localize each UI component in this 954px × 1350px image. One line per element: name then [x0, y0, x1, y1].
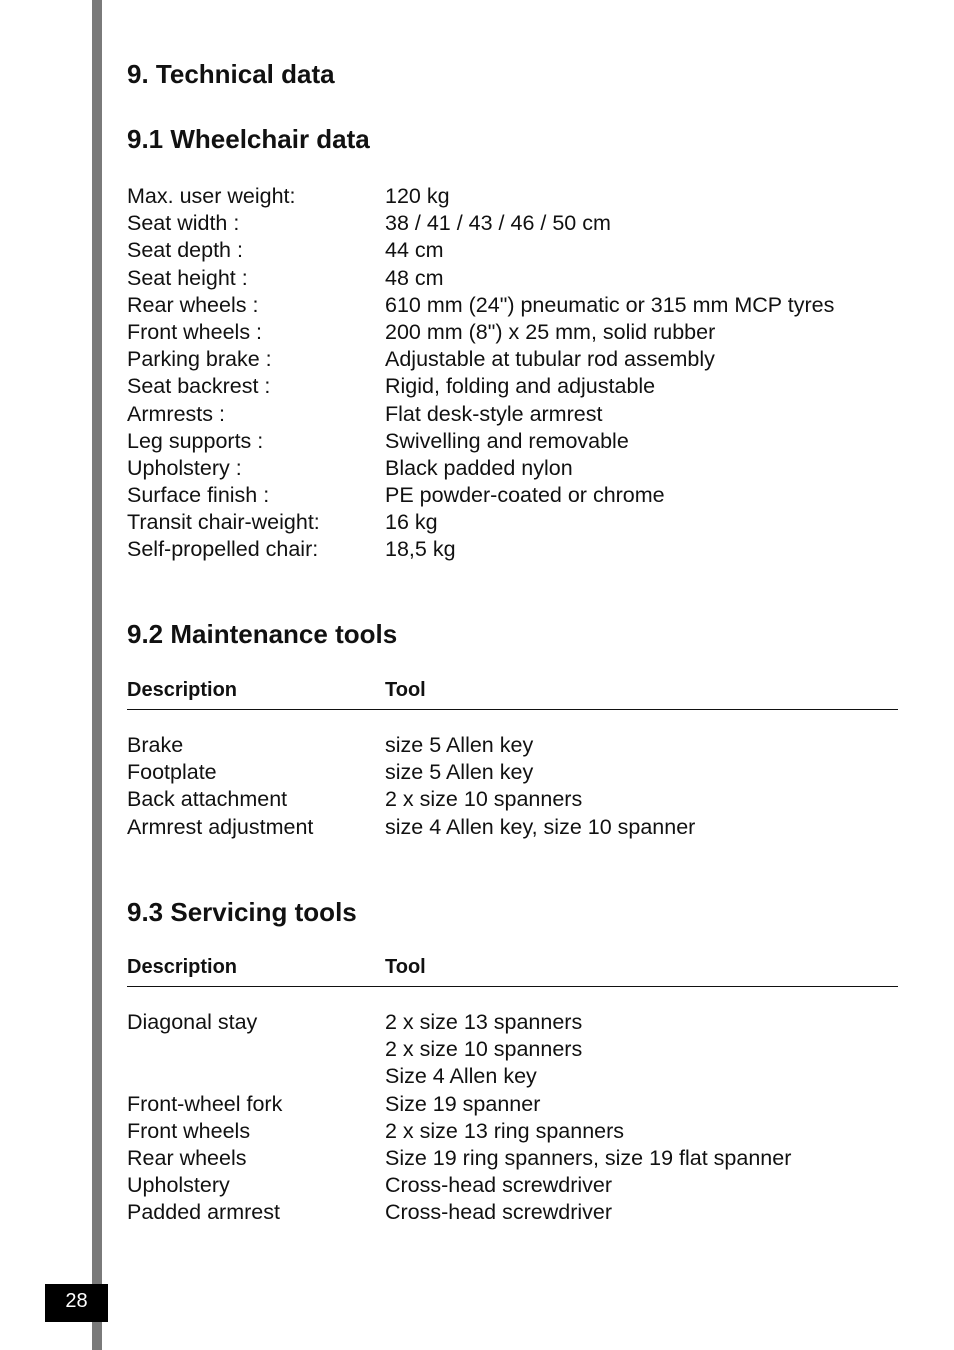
description-cell: Footplate: [127, 760, 217, 785]
spec-label: Front wheels :: [127, 319, 263, 344]
maintenance-table-header: [127, 678, 898, 710]
spec-label: Surface finish :: [127, 483, 270, 508]
spec-value: 16 kg: [385, 510, 438, 535]
spec-row: [127, 265, 898, 292]
page-number: 28: [45, 1284, 108, 1322]
spec-row: [127, 319, 898, 346]
table-row: [127, 759, 898, 786]
spec-label: Armrests :: [127, 401, 225, 426]
spec-row: [127, 346, 898, 373]
description-cell: Back attachment: [127, 787, 288, 812]
maintenance-tools-list: [127, 732, 898, 841]
spec-row: [127, 455, 898, 482]
spec-row: [127, 536, 898, 563]
table-row: [127, 1172, 898, 1199]
spec-label: Seat height :: [127, 265, 248, 290]
description-cell: Brake: [127, 733, 184, 757]
table-row: [127, 1036, 898, 1063]
wheelchair-data-heading: 9.1 Wheelchair data: [127, 124, 370, 154]
spec-label: Seat depth :: [127, 238, 243, 263]
tool-cell: size 5 Allen key: [385, 733, 534, 757]
description-cell: Padded armrest: [127, 1200, 280, 1225]
table-row: [127, 1063, 898, 1090]
spec-row: [127, 183, 898, 210]
description-cell: Front-wheel fork: [127, 1091, 283, 1116]
description-cell: Front wheels: [127, 1118, 251, 1143]
description-cell: Diagonal stay: [127, 1010, 258, 1034]
tool-cell: Size 19 spanner: [385, 1091, 541, 1116]
description-column-header: Description: [127, 679, 238, 701]
spec-label: Seat width :: [127, 211, 240, 236]
tool-cell: size 5 Allen key: [385, 760, 534, 785]
description-cell: Armrest adjustment: [127, 814, 314, 839]
spec-value: Swivelling and removable: [385, 428, 629, 453]
margin-bar: [92, 0, 102, 1350]
spec-label: Parking brake :: [127, 347, 272, 372]
spec-row: [127, 509, 898, 536]
spec-value: 44 cm: [385, 238, 444, 263]
spec-label: Seat backrest :: [127, 374, 271, 399]
spec-value: Adjustable at tubular rod assembly: [385, 347, 715, 372]
servicing-table-header: [127, 955, 898, 987]
spec-row: [127, 373, 898, 400]
section-title: 9. Technical data: [127, 59, 335, 89]
table-row: [127, 1091, 898, 1118]
tool-cell: Cross-head screwdriver: [385, 1200, 613, 1225]
tool-cell: size 4 Allen key, size 10 spanner: [385, 814, 696, 839]
tool-cell: Size 19 ring spanners, size 19 flat spanner: [385, 1145, 792, 1170]
tool-cell: 2 x size 13 spanners: [385, 1010, 583, 1034]
table-row: [127, 786, 898, 813]
spec-row: [127, 428, 898, 455]
spec-label: Max. user weight:: [127, 184, 296, 208]
spec-value: 38 / 41 / 43 / 46 / 50 cm: [385, 211, 611, 236]
spec-value: 200 mm (8") x 25 mm, solid rubber: [385, 319, 716, 344]
tool-column-header: Tool: [385, 956, 426, 978]
tool-cell: 2 x size 10 spanners: [385, 1037, 583, 1062]
table-row: [127, 1145, 898, 1172]
tool-cell: Cross-head screwdriver: [385, 1173, 613, 1198]
spec-value: 120 kg: [385, 184, 450, 208]
spec-row: [127, 237, 898, 264]
wheelchair-data-list: [127, 183, 898, 564]
table-row: [127, 814, 898, 841]
spec-label: Transit chair-weight:: [127, 510, 320, 535]
servicing-tools-list: [127, 1009, 898, 1227]
tool-cell: Size 4 Allen key: [385, 1064, 537, 1089]
spec-label: Self-propelled chair:: [127, 537, 319, 562]
spec-label: Rear wheels :: [127, 292, 259, 317]
description-cell: Rear wheels: [127, 1145, 247, 1170]
spec-row: [127, 210, 898, 237]
spec-label: Upholstery :: [127, 455, 242, 480]
tool-cell: 2 x size 13 ring spanners: [385, 1118, 625, 1143]
spec-value: 48 cm: [385, 265, 444, 290]
spec-label: Leg supports :: [127, 428, 264, 453]
table-row: [127, 1199, 898, 1226]
description-cell: Upholstery: [127, 1173, 230, 1198]
spec-value: Black padded nylon: [385, 455, 573, 480]
spec-value: 18,5 kg: [385, 537, 456, 562]
spec-row: [127, 401, 898, 428]
spec-value: Flat desk-style armrest: [385, 401, 603, 426]
description-column-header: Description: [127, 956, 238, 978]
tool-column-header: Tool: [385, 679, 426, 701]
table-row: [127, 1009, 898, 1036]
spec-value: Rigid, folding and adjustable: [385, 374, 656, 399]
table-row: [127, 1118, 898, 1145]
spec-value: 610 mm (24") pneumatic or 315 mm MCP tyres: [385, 292, 835, 317]
maintenance-tools-heading: 9.2 Maintenance tools: [127, 619, 398, 649]
table-row: [127, 732, 898, 759]
tool-cell: 2 x size 10 spanners: [385, 787, 583, 812]
servicing-tools-heading: 9.3 Servicing tools: [127, 897, 357, 927]
spec-row: [127, 482, 898, 509]
spec-value: PE powder-coated or chrome: [385, 483, 665, 508]
spec-row: [127, 292, 898, 319]
